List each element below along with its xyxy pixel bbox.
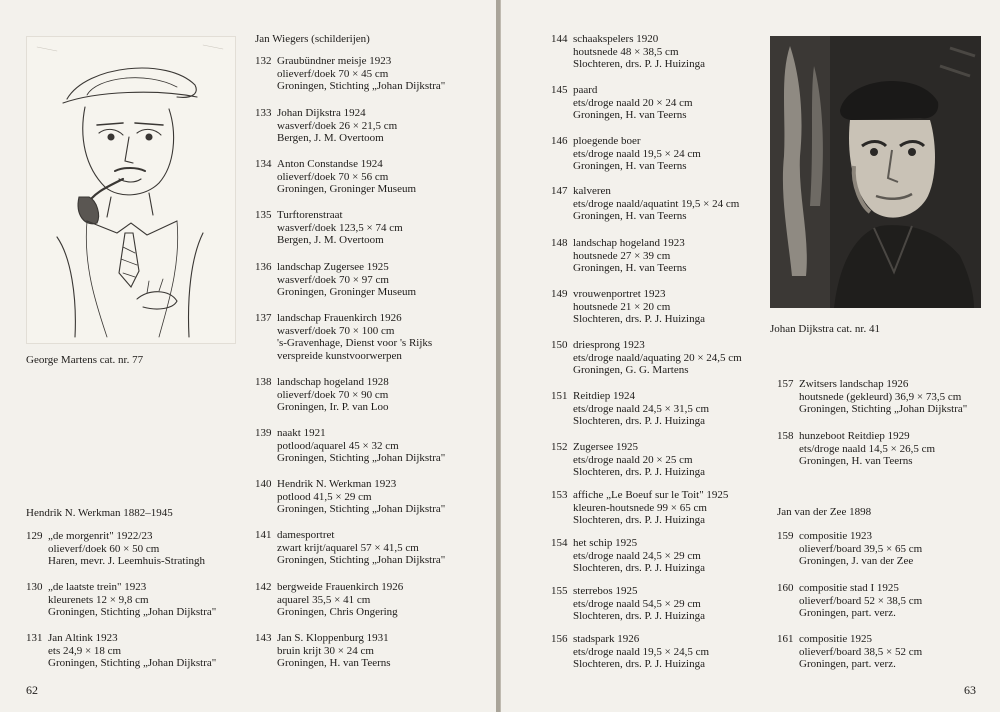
catalogue-number: 151 (551, 390, 568, 402)
catalogue-number: 142 (255, 581, 272, 593)
artwork-medium: olieverf/doek 70 × 56 cm (277, 170, 389, 183)
artwork-title: damesportret (277, 529, 335, 541)
artwork-title: schaakspelers 1920 (573, 33, 659, 45)
artwork-title: landschap hogeland 1928 (277, 376, 389, 388)
artwork-medium: wasverf/doek 70 × 97 cm (277, 273, 389, 286)
figure-johan-dijkstra-portrait (770, 36, 981, 308)
artwork-owner: Bergen, J. M. Overtoom (277, 234, 384, 247)
page-number-left: 62 (26, 683, 38, 697)
artwork-owner: Slochteren, drs. P. J. Huizinga (573, 313, 705, 326)
artwork-title: Reitdiep 1924 (573, 390, 636, 402)
figure-caption-martens: George Martens cat. nr. 77 (26, 354, 144, 366)
artwork-owner: Groningen, Groninger Museum (277, 183, 417, 196)
artwork-title: Zwitsers landschap 1926 (799, 378, 909, 390)
artwork-title: paard (573, 84, 598, 96)
artwork-owner: Groningen, Stichting „Johan Dijkstra" (277, 452, 446, 465)
artwork-medium: ets/droge naald 19,5 × 24,5 cm (573, 645, 710, 658)
artwork-medium: ets 24,9 × 18 cm (48, 644, 122, 657)
portrait-sketch-illustration (27, 37, 235, 343)
artwork-title: „de morgenrit" 1922/23 (48, 530, 153, 542)
artwork-title: bergweide Frauenkirch 1926 (277, 581, 404, 593)
artwork-medium: wasverf/doek 26 × 21,5 cm (277, 119, 398, 132)
artwork-title: Hendrik N. Werkman 1923 (277, 478, 397, 490)
catalogue-number: 159 (777, 530, 794, 542)
artwork-title: het schip 1925 (573, 537, 638, 549)
page-number-right: 63 (964, 683, 976, 697)
artwork-owner: Slochteren, drs. P. J. Huizinga (573, 562, 705, 575)
artwork-title: landschap hogeland 1923 (573, 237, 685, 249)
artwork-medium: potlood 41,5 × 29 cm (277, 490, 372, 503)
artwork-owner: Groningen, Stichting „Johan Dijkstra" (48, 606, 217, 619)
artwork-owner: Groningen, G. G. Martens (573, 364, 689, 377)
artwork-title: driesprong 1923 (573, 339, 645, 351)
artwork-owner: Groningen, Ir. P. van Loo (277, 401, 389, 414)
artwork-title: kalveren (573, 185, 611, 197)
artwork-owner: Groningen, Stichting „Johan Dijkstra" (799, 403, 968, 416)
catalogue-number: 160 (777, 582, 794, 594)
catalogue-number: 131 (26, 632, 43, 644)
catalogue-number: 136 (255, 261, 272, 273)
catalogue-number: 139 (255, 427, 272, 439)
artwork-medium: zwart krijt/aquarel 57 × 41,5 cm (277, 541, 419, 554)
artwork-owner: Groningen, H. van Teerns (277, 657, 391, 670)
catalogue-number: 137 (255, 312, 272, 324)
catalogue-number: 144 (551, 33, 568, 45)
artwork-title: hunzeboot Reitdiep 1929 (799, 430, 910, 442)
artwork-medium: kleuren-houtsnede 99 × 65 cm (573, 501, 707, 514)
artwork-medium: aquarel 35,5 × 41 cm (277, 593, 371, 606)
artwork-owner: Groningen, Stichting „Johan Dijkstra" (277, 554, 446, 567)
artwork-owner: Slochteren, drs. P. J. Huizinga (573, 514, 705, 527)
catalogue-number: 141 (255, 529, 272, 541)
catalogue-number: 135 (255, 209, 272, 221)
artwork-title: Jan S. Kloppenburg 1931 (277, 632, 389, 644)
artwork-title: stadspark 1926 (573, 633, 640, 645)
section-heading-wiegers: Jan Wiegers (schilderijen) (255, 33, 370, 45)
artwork-owner: Slochteren, drs. P. J. Huizinga (573, 610, 705, 623)
artwork-owner: Groningen, part. verz. (799, 607, 896, 620)
right-page (500, 0, 1000, 712)
artwork-medium: houtsnede 27 × 39 cm (573, 249, 671, 262)
artwork-title: Johan Dijkstra 1924 (277, 107, 366, 119)
artwork-medium: olieverf/doek 60 × 50 cm (48, 542, 160, 555)
catalogue-number: 156 (551, 633, 568, 645)
artwork-title: landschap Zugersee 1925 (277, 261, 389, 273)
artwork-title: naakt 1921 (277, 427, 326, 439)
artwork-owner: Groningen, Stichting „Johan Dijkstra" (277, 503, 446, 516)
catalogue-number: 147 (551, 185, 568, 197)
artwork-medium: 's-Gravenhage, Dienst voor 's Rijks (277, 337, 433, 350)
artwork-title: affiche „Le Boeuf sur le Toit" 1925 (573, 489, 729, 501)
artwork-medium: ets/droge naald 14,5 × 26,5 cm (799, 442, 936, 455)
artwork-medium: ets/droge naald 24,5 × 29 cm (573, 549, 701, 562)
artwork-owner: Groningen, H. van Teerns (573, 210, 687, 223)
artwork-title: ploegende boer (573, 135, 641, 147)
artwork-medium: ets/droge naald/aquatint 19,5 × 24 cm (573, 197, 740, 210)
artwork-title: compositie stad I 1925 (799, 582, 899, 594)
catalogue-number: 140 (255, 478, 272, 490)
artwork-title: Turftorenstraat (277, 209, 343, 221)
left-page (0, 0, 497, 712)
artwork-title: sterrebos 1925 (573, 585, 638, 597)
artwork-medium: olieverf/doek 70 × 90 cm (277, 388, 389, 401)
artwork-owner: Groningen, part. verz. (799, 658, 896, 671)
artwork-medium: ets/droge naald/aquating 20 × 24,5 cm (573, 351, 742, 364)
catalogue-number: 155 (551, 585, 568, 597)
artwork-owner: Groningen, H. van Teerns (573, 160, 687, 173)
artwork-medium: ets/droge naald 24,5 × 31,5 cm (573, 402, 710, 415)
artwork-owner: Groningen, Chris Ongering (277, 606, 398, 619)
catalogue-number: 153 (551, 489, 568, 501)
artwork-medium: ets/droge naald 19,5 × 24 cm (573, 147, 701, 160)
catalogue-number: 158 (777, 430, 794, 442)
artwork-owner: verspreide kunstvoorwerpen (277, 349, 402, 362)
catalogue-number: 143 (255, 632, 272, 644)
section-heading-werkman: Hendrik N. Werkman 1882–1945 (26, 507, 173, 519)
artwork-title: Zugersee 1925 (573, 441, 639, 453)
artwork-owner: Groningen, Groninger Museum (277, 286, 417, 299)
figure-caption-dijkstra: Johan Dijkstra cat. nr. 41 (770, 323, 880, 335)
artwork-medium: houtsnede 48 × 38,5 cm (573, 45, 679, 58)
artwork-medium: olieverf/board 52 × 38,5 cm (799, 594, 923, 607)
artwork-title: vrouwenportret 1923 (573, 288, 666, 300)
artwork-medium: kleurenets 12 × 9,8 cm (48, 593, 149, 606)
artwork-title: Anton Constandse 1924 (277, 158, 383, 170)
catalogue-number: 134 (255, 158, 272, 170)
artwork-medium: olieverf/board 38,5 × 52 cm (799, 645, 923, 658)
artwork-owner: Slochteren, drs. P. J. Huizinga (573, 58, 705, 71)
artwork-owner: Slochteren, drs. P. J. Huizinga (573, 466, 705, 479)
catalogue-number: 152 (551, 441, 568, 453)
catalogue-number: 145 (551, 84, 568, 96)
artwork-title: compositie 1925 (799, 633, 873, 645)
artwork-medium: ets/droge naald 20 × 24 cm (573, 96, 693, 109)
catalogue-number: 138 (255, 376, 272, 388)
artwork-title: „de laatste trein" 1923 (48, 581, 147, 593)
catalogue-number: 129 (26, 530, 43, 542)
artwork-owner: Groningen, H. van Teerns (573, 109, 687, 122)
artwork-medium: olieverf/doek 70 × 45 cm (277, 67, 389, 80)
catalogue-number: 161 (777, 633, 794, 645)
catalogue-number: 133 (255, 107, 272, 119)
artwork-medium: bruin krijt 30 × 24 cm (277, 644, 374, 657)
artwork-owner: Groningen, H. van Teerns (799, 455, 913, 468)
catalogue-number: 157 (777, 378, 794, 390)
artwork-medium: houtsnede 21 × 20 cm (573, 300, 671, 313)
catalogue-number: 150 (551, 339, 568, 351)
artwork-title: compositie 1923 (799, 530, 873, 542)
artwork-title: landschap Frauenkirch 1926 (277, 312, 402, 324)
artwork-owner: Groningen, J. van der Zee (799, 555, 914, 568)
artwork-owner: Slochteren, drs. P. J. Huizinga (573, 658, 705, 671)
catalogue-number: 149 (551, 288, 568, 300)
artwork-medium: houtsnede (gekleurd) 36,9 × 73,5 cm (799, 390, 962, 403)
artwork-medium: ets/droge naald 54,5 × 29 cm (573, 597, 701, 610)
portrait-painting-illustration (770, 36, 981, 308)
artwork-owner: Groningen, Stichting „Johan Dijkstra" (48, 657, 217, 670)
artwork-medium: wasverf/doek 70 × 100 cm (277, 324, 395, 337)
catalogue-number: 154 (551, 537, 568, 549)
catalogue-number: 132 (255, 55, 272, 67)
artwork-title: Jan Altink 1923 (48, 632, 118, 644)
artwork-medium: wasverf/doek 123,5 × 74 cm (277, 221, 403, 234)
artwork-owner: Groningen, Stichting „Johan Dijkstra" (277, 80, 446, 93)
artwork-medium: potlood/aquarel 45 × 32 cm (277, 439, 399, 452)
catalogue-number: 130 (26, 581, 43, 593)
catalogue-number: 146 (551, 135, 568, 147)
catalogue-number: 148 (551, 237, 568, 249)
artwork-owner: Slochteren, drs. P. J. Huizinga (573, 415, 705, 428)
artwork-title: Graubündner meisje 1923 (277, 55, 392, 67)
figure-george-martens-drawing (26, 36, 236, 344)
artwork-owner: Haren, mevr. J. Leemhuis-Stratingh (48, 555, 206, 568)
artwork-medium: ets/droge naald 20 × 25 cm (573, 453, 693, 466)
artwork-medium: olieverf/board 39,5 × 65 cm (799, 542, 923, 555)
artwork-owner: Bergen, J. M. Overtoom (277, 132, 384, 145)
section-heading-zee: Jan van der Zee 1898 (777, 506, 872, 518)
artwork-owner: Groningen, H. van Teerns (573, 262, 687, 275)
